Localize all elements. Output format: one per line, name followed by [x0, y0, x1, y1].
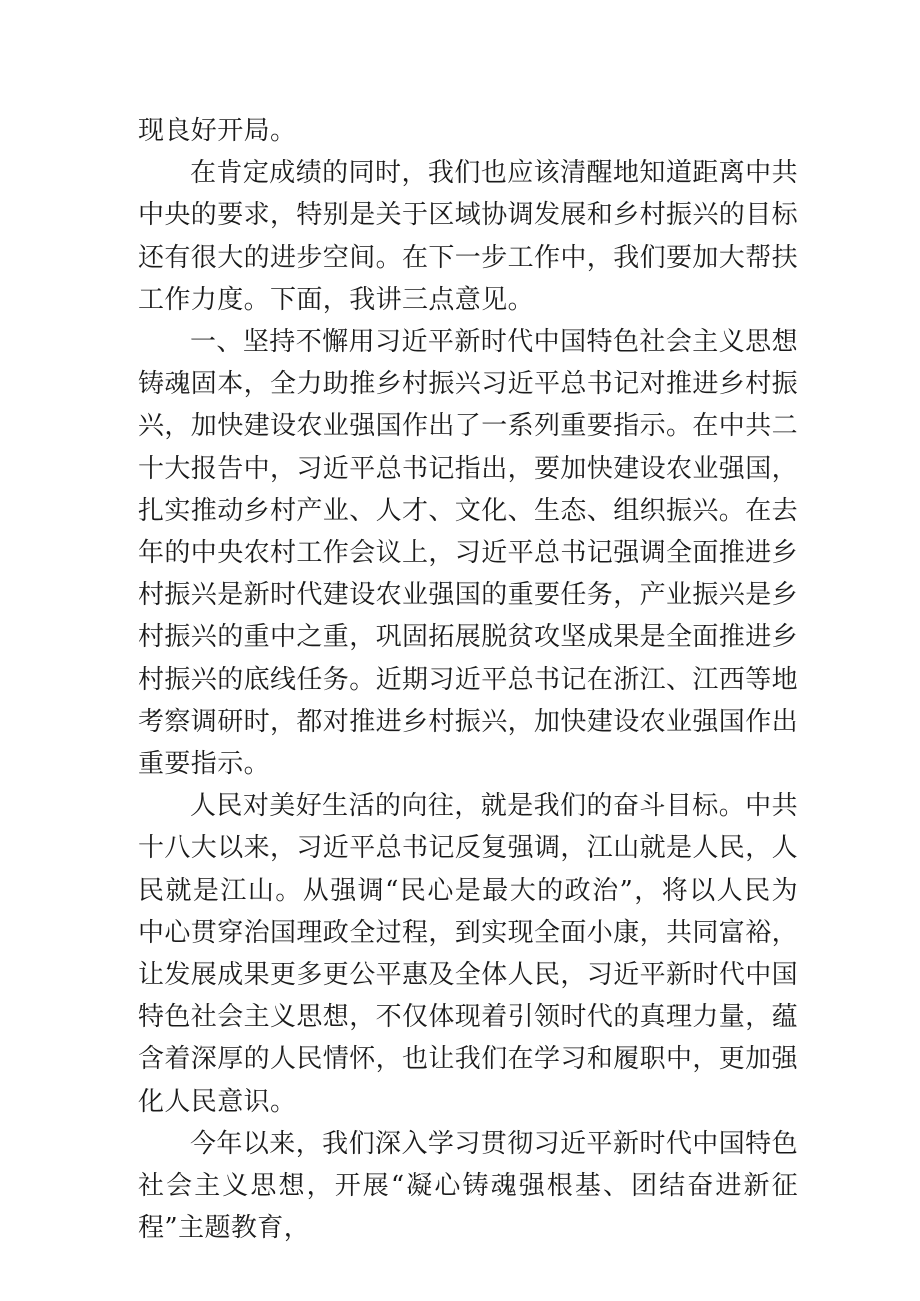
paragraph-point-one: 一、坚持不懈用习近平新时代中国特色社会主义思想铸魂固本，全力助推乡村振兴习近平总书记对推进乡村振兴，加快建设农业强国作出了一系列重要指示。在中共二十大报告中，习近平总书记指出，要加快建设农业强国，扎实推动乡村产业、人才、文化、生态、组织振兴。在去年的中央农村工作会议上，习近平总书记强调全面推进乡村振兴是新时代建设农业强国的重要任务，产业振兴是乡村振兴的重中之重，巩固拓展脱贫攻坚成果是全面推进乡村振兴的底线任务。近期习近平总书记在浙江、江西等地考察调研时，都对推进乡村振兴，加快建设农业强国作出重要指示。 — [138, 327, 799, 780]
document-body — [138, 110, 798, 1249]
paragraph-gap-remarks: 在肯定成绩的同时，我们也应该清醒地知道距离中共中央的要求，特别是关于区域协调发展和乡村振兴的目标还有很大的进步空间。在下一步工作中，我们要加大帮扶工作力度。下面，我讲三点意见。 — [138, 158, 799, 315]
paragraph-people-aspiration: 人民对美好生活的向往，就是我们的奋斗目标。中共十八大以来，习近平总书记反复强调，江山就是人民，人民就是江山。从强调“民心是最大的政治”，将以人民为中心贯穿治国理政全过程，到实现全面小康，共同富裕，让发展成果更多更公平惠及全体人民，习近平新时代中国特色社会主义思想，不仅体现着引领时代的真理力量，蕴含着深厚的人民情怀，也让我们在学习和履职中，更加强化人民意识。 — [138, 791, 799, 1117]
paragraph-continuation: 现良好开局。 — [138, 116, 297, 146]
paragraph-this-year: 今年以来，我们深入学习贯彻习近平新时代中国特色社会主义思想，开展“凝心铸魂强根基、团结奋进新征程”主题教育， — [138, 1128, 798, 1244]
